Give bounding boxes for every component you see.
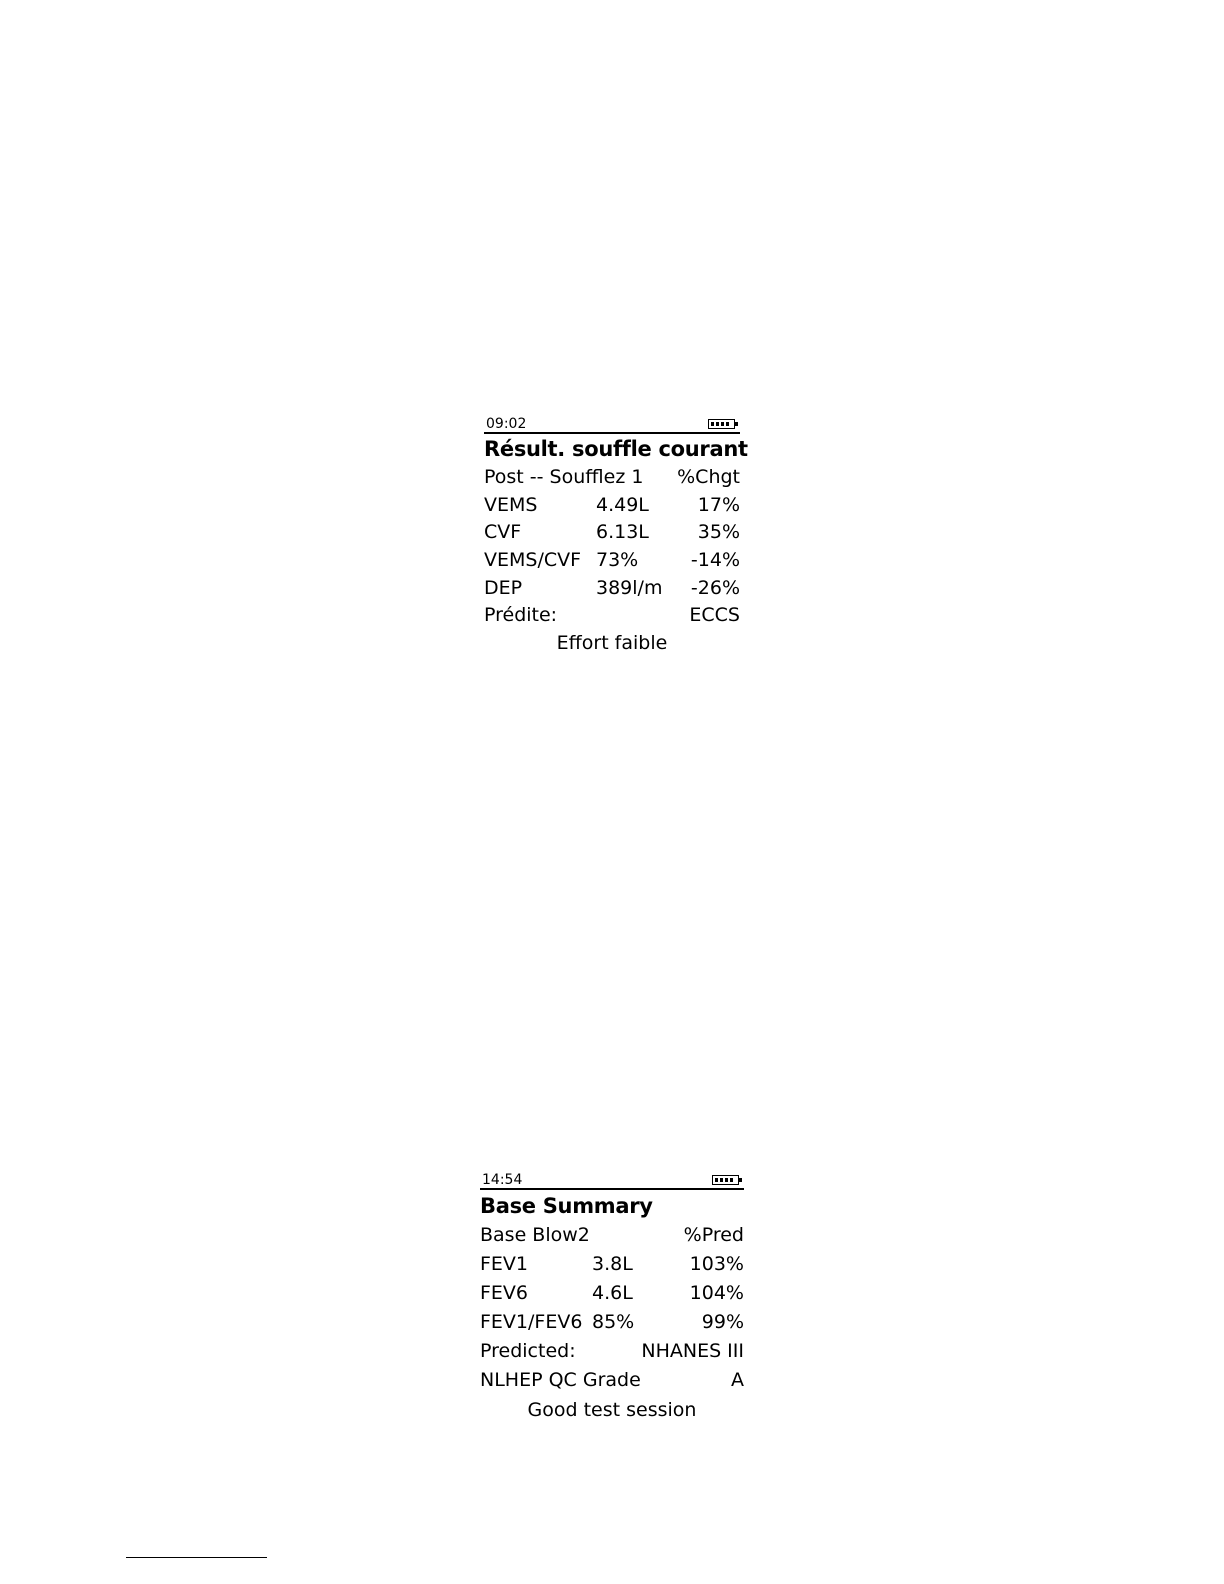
metric-percent-pred: 99%	[701, 1311, 744, 1333]
metric-label: VEMS	[484, 494, 538, 516]
predicted-label: Prédite:	[484, 604, 558, 626]
blow-label: Base Blow2	[480, 1224, 590, 1246]
metric-value: 6.13L	[596, 521, 649, 543]
screen-title: Base Summary	[480, 1194, 653, 1218]
change-header: %Chgt	[677, 466, 740, 488]
metric-percent-pred: 103%	[689, 1253, 744, 1275]
status-bar	[484, 414, 740, 434]
session-message-text: Effort faible	[556, 632, 668, 654]
predicted-value: ECCS	[689, 604, 740, 626]
blow-label: Post -- Soufflez 1	[484, 466, 644, 488]
qc-grade-label: NLHEP QC Grade	[480, 1369, 641, 1391]
spirometer-screen-result-fr	[484, 414, 748, 664]
metric-label: DEP	[484, 577, 523, 599]
clock-time: 14:54	[482, 1172, 523, 1188]
metric-change: 17%	[697, 494, 740, 516]
predicted-value: NHANES III	[641, 1340, 744, 1362]
predicted-label: Predicted:	[480, 1340, 576, 1362]
battery-full-icon	[712, 1175, 742, 1185]
clock-time: 09:02	[486, 416, 527, 432]
metric-value: 4.6L	[592, 1282, 633, 1304]
metric-value: 3.8L	[592, 1253, 633, 1275]
metric-label: FEV1	[480, 1253, 529, 1275]
metric-value: 73%	[596, 549, 639, 571]
metric-value: 85%	[592, 1311, 635, 1333]
footnote-separator	[126, 1557, 267, 1558]
metric-label: CVF	[484, 521, 522, 543]
spirometer-screen-base-summary	[480, 1170, 744, 1430]
metric-percent-pred: 104%	[689, 1282, 744, 1304]
session-message	[480, 1399, 744, 1421]
pred-header: %Pred	[683, 1224, 744, 1246]
metric-value: 4.49L	[596, 494, 649, 516]
metric-change: 35%	[697, 521, 740, 543]
metric-value: 389l/m	[596, 577, 663, 599]
battery-full-icon	[708, 419, 738, 429]
metric-change: -14%	[690, 549, 740, 571]
metric-label: FEV1/FEV6	[480, 1311, 583, 1333]
metric-label: VEMS/CVF	[484, 549, 582, 571]
metric-change: -26%	[690, 577, 740, 599]
session-message-text: Good test session	[527, 1399, 697, 1421]
qc-grade-value: A	[731, 1369, 744, 1391]
metric-label: FEV6	[480, 1282, 529, 1304]
status-bar	[480, 1170, 744, 1190]
session-message	[484, 632, 740, 654]
screen-title: Résult. souffle courant	[484, 437, 748, 461]
